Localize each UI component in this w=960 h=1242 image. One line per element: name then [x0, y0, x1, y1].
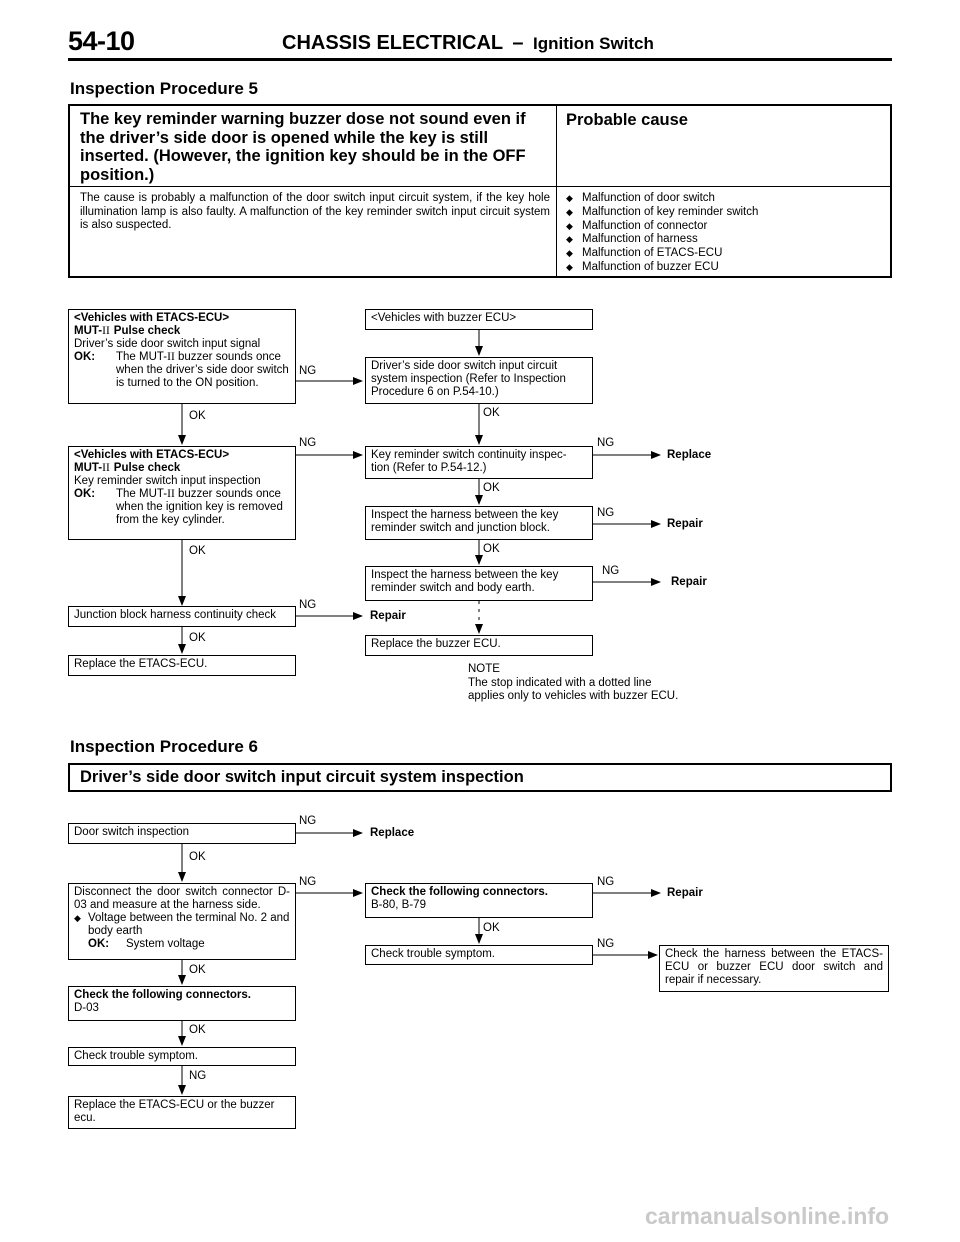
replace-etacs-buzzer-box: Replace the ETACS-ECU or the buzzer ecu.	[68, 1096, 296, 1129]
list-item: ◆ Malfunction of key reminder switch	[566, 205, 759, 218]
vehicle-type-label: <Vehicles with ETACS-ECU>	[74, 312, 230, 324]
check-description: Key reminder switch input inspection	[74, 475, 261, 487]
ng-label: NG	[299, 815, 317, 827]
procedure-6-title: Driver’s side door switch input circuit system inspection	[80, 768, 524, 786]
ok-label: OK	[189, 545, 206, 557]
check-description: Driver’s side door switch input signal	[74, 338, 261, 350]
replace-result: Replace	[667, 449, 712, 461]
repair-result: Repair	[370, 610, 406, 622]
door-switch-inspection-box: Door switch inspection	[68, 823, 296, 844]
junction-block-check-box: Junction block harness continuity check	[68, 606, 296, 627]
door-circuit-inspection-box: Driver’s side door switch input circuit system inspection (Refer to Inspection Procedure 6 on P.54-10.)	[365, 357, 593, 404]
replace-buzzer-box: Replace the buzzer ECU.	[365, 635, 593, 656]
ok-label: OK	[483, 922, 500, 934]
replace-result: Replace	[370, 827, 415, 839]
ok-label: OK	[189, 632, 206, 644]
ok-label: OK	[189, 1024, 206, 1036]
ok-criteria: OK: The MUT-II buzzer sounds once when the driver’s side door switch is turned to the ON position.	[74, 351, 289, 389]
repair-result: Repair	[667, 518, 703, 530]
replace-etacs-box: Replace the ETACS-ECU.	[68, 655, 296, 676]
list-item: ◆ Malfunction of harness	[566, 233, 698, 246]
procedure-5-heading: Inspection Procedure 5	[70, 79, 258, 98]
check-trouble-symptom-box: Check trouble symptom.	[365, 945, 593, 965]
ng-label: NG	[597, 876, 615, 888]
connector-id: B-80, B-79	[371, 899, 426, 911]
list-item: ◆ Malfunction of ETACS-ECU	[566, 247, 723, 260]
ok-label: OK	[483, 543, 500, 555]
section-title: CHASSIS ELECTRICAL	[282, 32, 503, 54]
note-title: NOTE	[468, 663, 500, 675]
watermark: carmanualsonline.info	[645, 1203, 890, 1229]
procedure-6-title-box	[68, 763, 892, 792]
ng-label: NG	[597, 938, 615, 950]
ng-label: NG	[602, 565, 620, 577]
note-text: The stop indicated with a dotted line applies only to vehicles with buzzer ECU.	[468, 676, 679, 702]
etacs-key-pulse-check-box	[68, 446, 296, 540]
connector-id: D-03	[74, 1002, 99, 1014]
ok-criteria: OK: The MUT-II buzzer sounds once when the ignition key is removed from the key cylinder.	[74, 488, 283, 526]
vehicle-type-label: <Vehicles with ETACS-ECU>	[74, 449, 230, 461]
buzzer-ecu-vehicle-box: <Vehicles with buzzer ECU>	[365, 309, 593, 330]
measure-instruction: Disconnect the door switch connector D-03 and measure at the harness side.	[74, 886, 290, 911]
check-connectors-label: Check the following connectors.	[371, 886, 548, 898]
ng-label: NG	[299, 876, 317, 888]
check-trouble-symptom-box: Check trouble symptom.	[68, 1047, 296, 1066]
probable-cause-label: Probable cause	[566, 111, 688, 129]
subsection-title: Ignition Switch	[533, 34, 654, 53]
ok-label: OK	[189, 964, 206, 976]
note-block	[468, 663, 690, 704]
repair-result: Repair	[671, 576, 707, 588]
ng-label: NG	[597, 507, 615, 519]
ok-criteria: OK: System voltage	[88, 938, 205, 950]
repair-result: Repair	[667, 887, 703, 899]
ng-label: NG	[189, 1070, 207, 1082]
disconnect-measure-box	[68, 883, 296, 960]
list-item: ◆ Malfunction of buzzer ECU	[566, 260, 719, 273]
ng-label: NG	[299, 599, 317, 611]
harness-junction-box: Inspect the harness between the key reminder switch and junction block.	[365, 506, 593, 540]
check-connectors-label: Check the following connectors.	[74, 989, 251, 1001]
measure-bullet: ◆ Voltage between the terminal No. 2 and body earth	[74, 912, 290, 938]
check-harness-box: Check the harness between the ETACS-ECU or buzzer ECU door switch and repair if necessary.	[659, 945, 889, 992]
key-reminder-continuity-box: Key reminder switch continuity inspec- tion (Refer to P.54-12.)	[365, 446, 593, 479]
page-number: 54-10	[68, 26, 135, 56]
check-connectors-d03-box	[68, 986, 296, 1021]
list-item: ◆ Malfunction of door switch	[566, 192, 715, 204]
ng-label: NG	[299, 365, 317, 377]
ng-label: NG	[597, 437, 615, 449]
ng-label: NG	[299, 437, 317, 449]
ok-label: OK	[483, 407, 500, 419]
description-text: The cause is probably a malfunction of the door switch input circuit system, if the key hole illumination lamp is also faulty. A malfunction of the key reminder switch input circuit system is also suspected.	[80, 192, 550, 231]
mut-pulse-check-title: MUT-II Pulse check	[74, 325, 181, 337]
procedure-6-heading: Inspection Procedure 6	[70, 737, 258, 756]
header-dash: –	[512, 32, 524, 54]
mut-pulse-check-title: MUT-II Pulse check	[74, 462, 181, 474]
list-item: ◆ Malfunction of connector	[566, 219, 708, 232]
symptom-text: The key reminder warning buzzer dose not sound even if the driver’s side door is opened while the key is still inserted. (However, the ignition key should be in the OFF position.)	[80, 110, 526, 184]
ok-label: OK	[189, 410, 206, 422]
ok-label: OK	[483, 482, 500, 494]
check-connectors-b80-box	[365, 883, 593, 918]
harness-earth-box: Inspect the harness between the key reminder switch and body earth.	[365, 566, 593, 601]
etacs-door-pulse-check-box	[68, 309, 296, 404]
ok-label: OK	[189, 851, 206, 863]
